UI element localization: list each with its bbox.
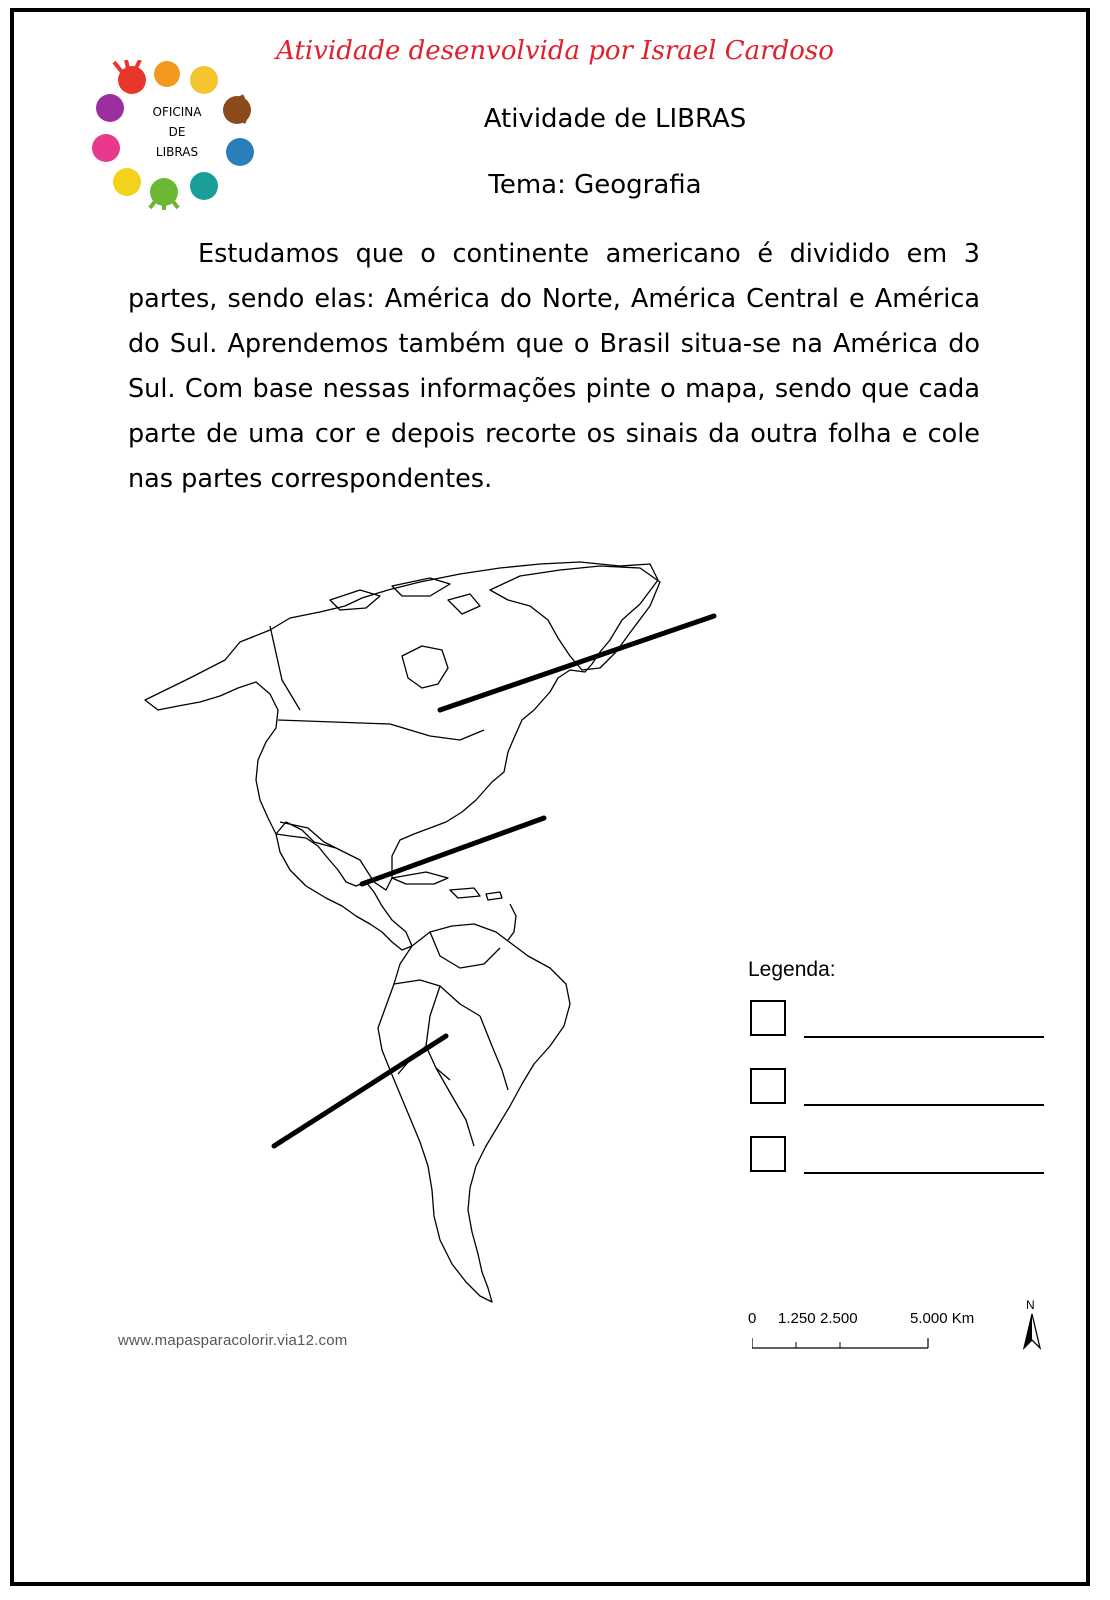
scale-bar (748, 1310, 1008, 1360)
americas-outline-map (130, 560, 760, 1340)
scale-label: 5.000 Km (910, 1310, 975, 1327)
instructions-paragraph: Estudamos que o continente americano é dividido em 3 partes, sendo elas: América do Norte, América Central e América do Sul. Aprendemos também que o Brasil situa-se na América do Sul. Com base nessas informações pinte o mapa, sendo que cada parte de uma cor e depois recorte os sinais da outra folha e cole nas partes correspondentes. (128, 239, 980, 494)
north-america-outline (145, 562, 658, 890)
page-subtitle: Tema: Geografia (488, 170, 702, 200)
scale-label: 2.500 (820, 1310, 858, 1327)
south-america-outline (378, 924, 570, 1302)
legend-title: Legenda: (748, 958, 836, 981)
legend-answer-line (804, 1104, 1044, 1106)
north-label: N (1026, 1298, 1035, 1312)
legend-color-box[interactable] (750, 1000, 786, 1036)
legend-color-box[interactable] (750, 1068, 786, 1104)
scale-label: 1.250 (778, 1310, 816, 1327)
legend-row (750, 1136, 1050, 1176)
logo-line1: OFICINA (152, 105, 202, 119)
pointer-line-north (440, 616, 714, 710)
legend-color-box[interactable] (750, 1136, 786, 1172)
scale-label: 0 (748, 1310, 757, 1327)
map-source: www.mapasparacolorir.via12.com (118, 1332, 348, 1349)
north-arrow (1018, 1298, 1048, 1358)
scale-ruler (752, 1334, 952, 1354)
pointer-line-south (274, 1036, 446, 1146)
legend-row (750, 1068, 1050, 1108)
logo-line2: DE (168, 125, 186, 139)
page-title: Atividade de LIBRAS (483, 104, 747, 134)
legend-row (750, 1000, 1050, 1040)
legend-answer-line (804, 1172, 1044, 1174)
author-credit: Atividade desenvolvida por Israel Cardoso (276, 36, 834, 66)
logo-line3: LIBRAS (155, 145, 199, 159)
north-arrow-icon (1020, 1312, 1044, 1352)
pointer-line-central (362, 818, 544, 884)
greenland-outline (490, 566, 660, 670)
legend-answer-line (804, 1036, 1044, 1038)
